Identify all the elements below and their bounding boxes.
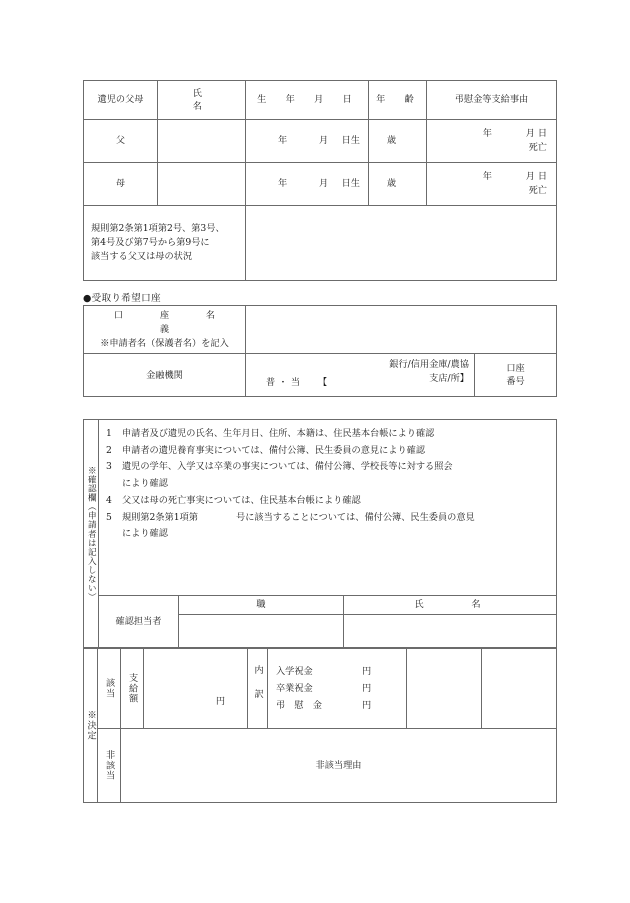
status-label-line3: 該当する父又は母の状況 [91,251,193,263]
birthdate-field-mother[interactable] [246,163,369,206]
bank-kind-line1: 銀行/信用金庫/農協 [389,359,469,371]
header-relation: 遺児の父母 [84,81,158,120]
confirmation-item-2-text: 申請者の遺児養育事実については、備付公簿、民生委員の意見により確認 [122,444,426,456]
decision-table [83,648,557,803]
confirmation-item-3-continued [106,476,550,493]
breakdown-condolence-label: 弔 慰 金 [276,700,322,711]
breakdown-label-cell [248,649,268,729]
bank-kind-line2: 支店/所】 [429,373,469,385]
bank-kind-labels [389,358,469,386]
officer-post-header: 職 [179,596,344,615]
not-applicable-label[interactable]: 非該当 [103,750,115,781]
account-holder-label-line1: 口 座 名 義 [113,310,252,335]
confirmation-item-1-text: 申請者及び遺児の氏名、生年月日、住所、本籍は、住民基本台帳により確認 [122,428,435,439]
applicable-label[interactable]: 該当 [103,678,115,699]
parents-table [83,80,557,281]
status-label-line1: 規則第2条第1項第2号、第3号、 [91,222,225,234]
status-value-field[interactable] [246,206,557,281]
account-number-label-line1: 口座 [506,363,525,375]
header-payment-reason: 弔慰金等支給事由 [427,81,557,120]
bracket-open-icon: 【 [318,377,328,389]
breakdown-graduation-unit: 円 [362,682,372,694]
confirmation-item-4-number: 4 [106,494,112,506]
account-holder-name-field[interactable] [246,306,557,354]
status-label-cell [84,206,246,281]
age-field-father[interactable]: 歳 [369,120,427,163]
header-birthdate: 生 年 月 日 [246,81,369,120]
decision-extra-field-2[interactable] [482,649,557,729]
father-birth-year: 年 [278,135,288,147]
name-field-father[interactable] [158,120,246,163]
father-death-word: 死亡 [528,142,547,153]
officer-header-row [84,596,557,615]
account-holder-label-cell [84,306,252,354]
account-table [83,305,557,397]
father-birth-month: 月 [319,135,329,147]
death-field-mother[interactable] [427,163,557,206]
financial-institution-field[interactable] [246,354,475,397]
confirmation-item-3-cont-text: により確認 [122,478,168,490]
confirmation-item-5-text-before: 規則第2条第1項第 [122,511,199,523]
confirmation-item-3-number: 3 [106,461,112,473]
breakdown-row-entrance [276,663,406,680]
table-row-status [84,206,557,281]
decision-side-label: ※決定 [85,710,97,741]
payment-amount-label: 支給額 [126,673,138,704]
relation-father: 父 [84,120,158,163]
confirmation-item-5-text-after: 号に該当することについては、備付公簿、民生委員の意見 [236,511,475,523]
officer-label: 確認担当者 [99,596,179,648]
name-field-mother[interactable] [158,163,246,206]
decision-side-label-cell [84,649,98,803]
breakdown-label: 内訳 [252,664,264,713]
breakdown-field[interactable] [268,649,407,729]
mother-birth-year: 年 [278,178,288,190]
breakdown-row-graduation [276,680,406,697]
decision-extra-field-1[interactable] [407,649,482,729]
death-field-father[interactable] [427,120,557,163]
table-row-mother [84,163,557,206]
financial-institution-row [84,354,557,397]
decision-not-applicable-row [84,729,557,803]
confirmation-item-2 [106,443,550,460]
not-applicable-label-cell [98,729,121,803]
confirmation-item-2-number: 2 [106,444,112,456]
not-applicable-reason-label: 非該当理由 [315,759,362,771]
birthdate-field-father[interactable] [246,120,369,163]
confirmation-item-5 [106,510,550,527]
confirmation-side-label-cell [84,420,99,648]
header-name: 氏 名 [158,81,246,120]
payment-amount-field[interactable] [144,649,248,729]
officer-name-header: 氏 名 [344,596,557,615]
account-holder-row [84,306,557,354]
decision-applicable-row [84,649,557,729]
not-applicable-reason-field[interactable] [121,729,557,803]
mother-death-day: 日 [537,171,547,183]
account-holder-label-line2: ※申請者名（保護者名）を記入 [100,337,229,349]
mother-death-year: 年 [482,171,492,183]
header-age: 年 齢 [369,81,427,120]
officer-name-field[interactable] [344,615,557,648]
confirmation-item-4 [106,493,550,510]
relation-mother: 母 [84,163,158,206]
account-number-label-cell [475,354,557,397]
father-death-day: 日 [537,128,547,140]
father-death-year: 年 [482,128,492,140]
confirmation-item-5-number: 5 [106,511,112,523]
mother-birth-month: 月 [319,178,329,190]
applicable-label-cell [98,649,121,729]
account-number-label-line2: 番号 [506,376,525,388]
confirmation-item-3-text: 遺児の学年、入学又は卒業の事実については、備付公簿、学校長等に対する照会 [122,461,453,473]
mother-death-month: 月 [525,171,535,183]
mother-birth-day: 日生 [341,178,360,190]
confirmation-body-row [84,420,557,596]
parents-table-header-row [84,81,557,120]
payment-amount-label-cell [121,649,144,729]
payment-amount-yen-unit: 円 [215,695,225,707]
breakdown-condolence-unit: 円 [362,700,372,711]
confirmation-item-4-text: 父又は母の死亡事実については、住民基本台帳により確認 [122,494,361,506]
account-section-heading: ●受取り希望口座 [83,293,161,304]
father-death-month: 月 [525,128,535,140]
status-label-line2: 第4号及び第7号から第9号に [91,236,210,248]
table-row-father [84,120,557,163]
financial-institution-label: 金融機関 [84,354,246,397]
breakdown-entrance-unit: 円 [362,665,372,677]
officer-post-field[interactable] [179,615,344,648]
confirmation-table [83,419,557,648]
confirmation-item-1 [106,426,550,443]
confirmation-item-5-continued [106,526,550,543]
age-field-mother[interactable]: 歳 [369,163,427,206]
breakdown-graduation-label: 卒業祝金 [276,682,313,694]
confirmation-item-5-cont-text: により確認 [122,528,168,540]
breakdown-row-condolence [276,697,406,714]
mother-death-word: 死亡 [528,185,547,196]
breakdown-entrance-label: 入学祝金 [276,665,313,677]
confirmation-items-cell [99,420,557,596]
confirmation-item-3 [106,459,550,476]
deposit-type-label[interactable]: 普・当 [266,377,304,389]
confirmation-side-label: ※確認欄（申請者は記入しない） [86,465,97,602]
confirmation-item-1-number: 1 [106,428,112,439]
father-birth-day: 日生 [341,135,360,147]
